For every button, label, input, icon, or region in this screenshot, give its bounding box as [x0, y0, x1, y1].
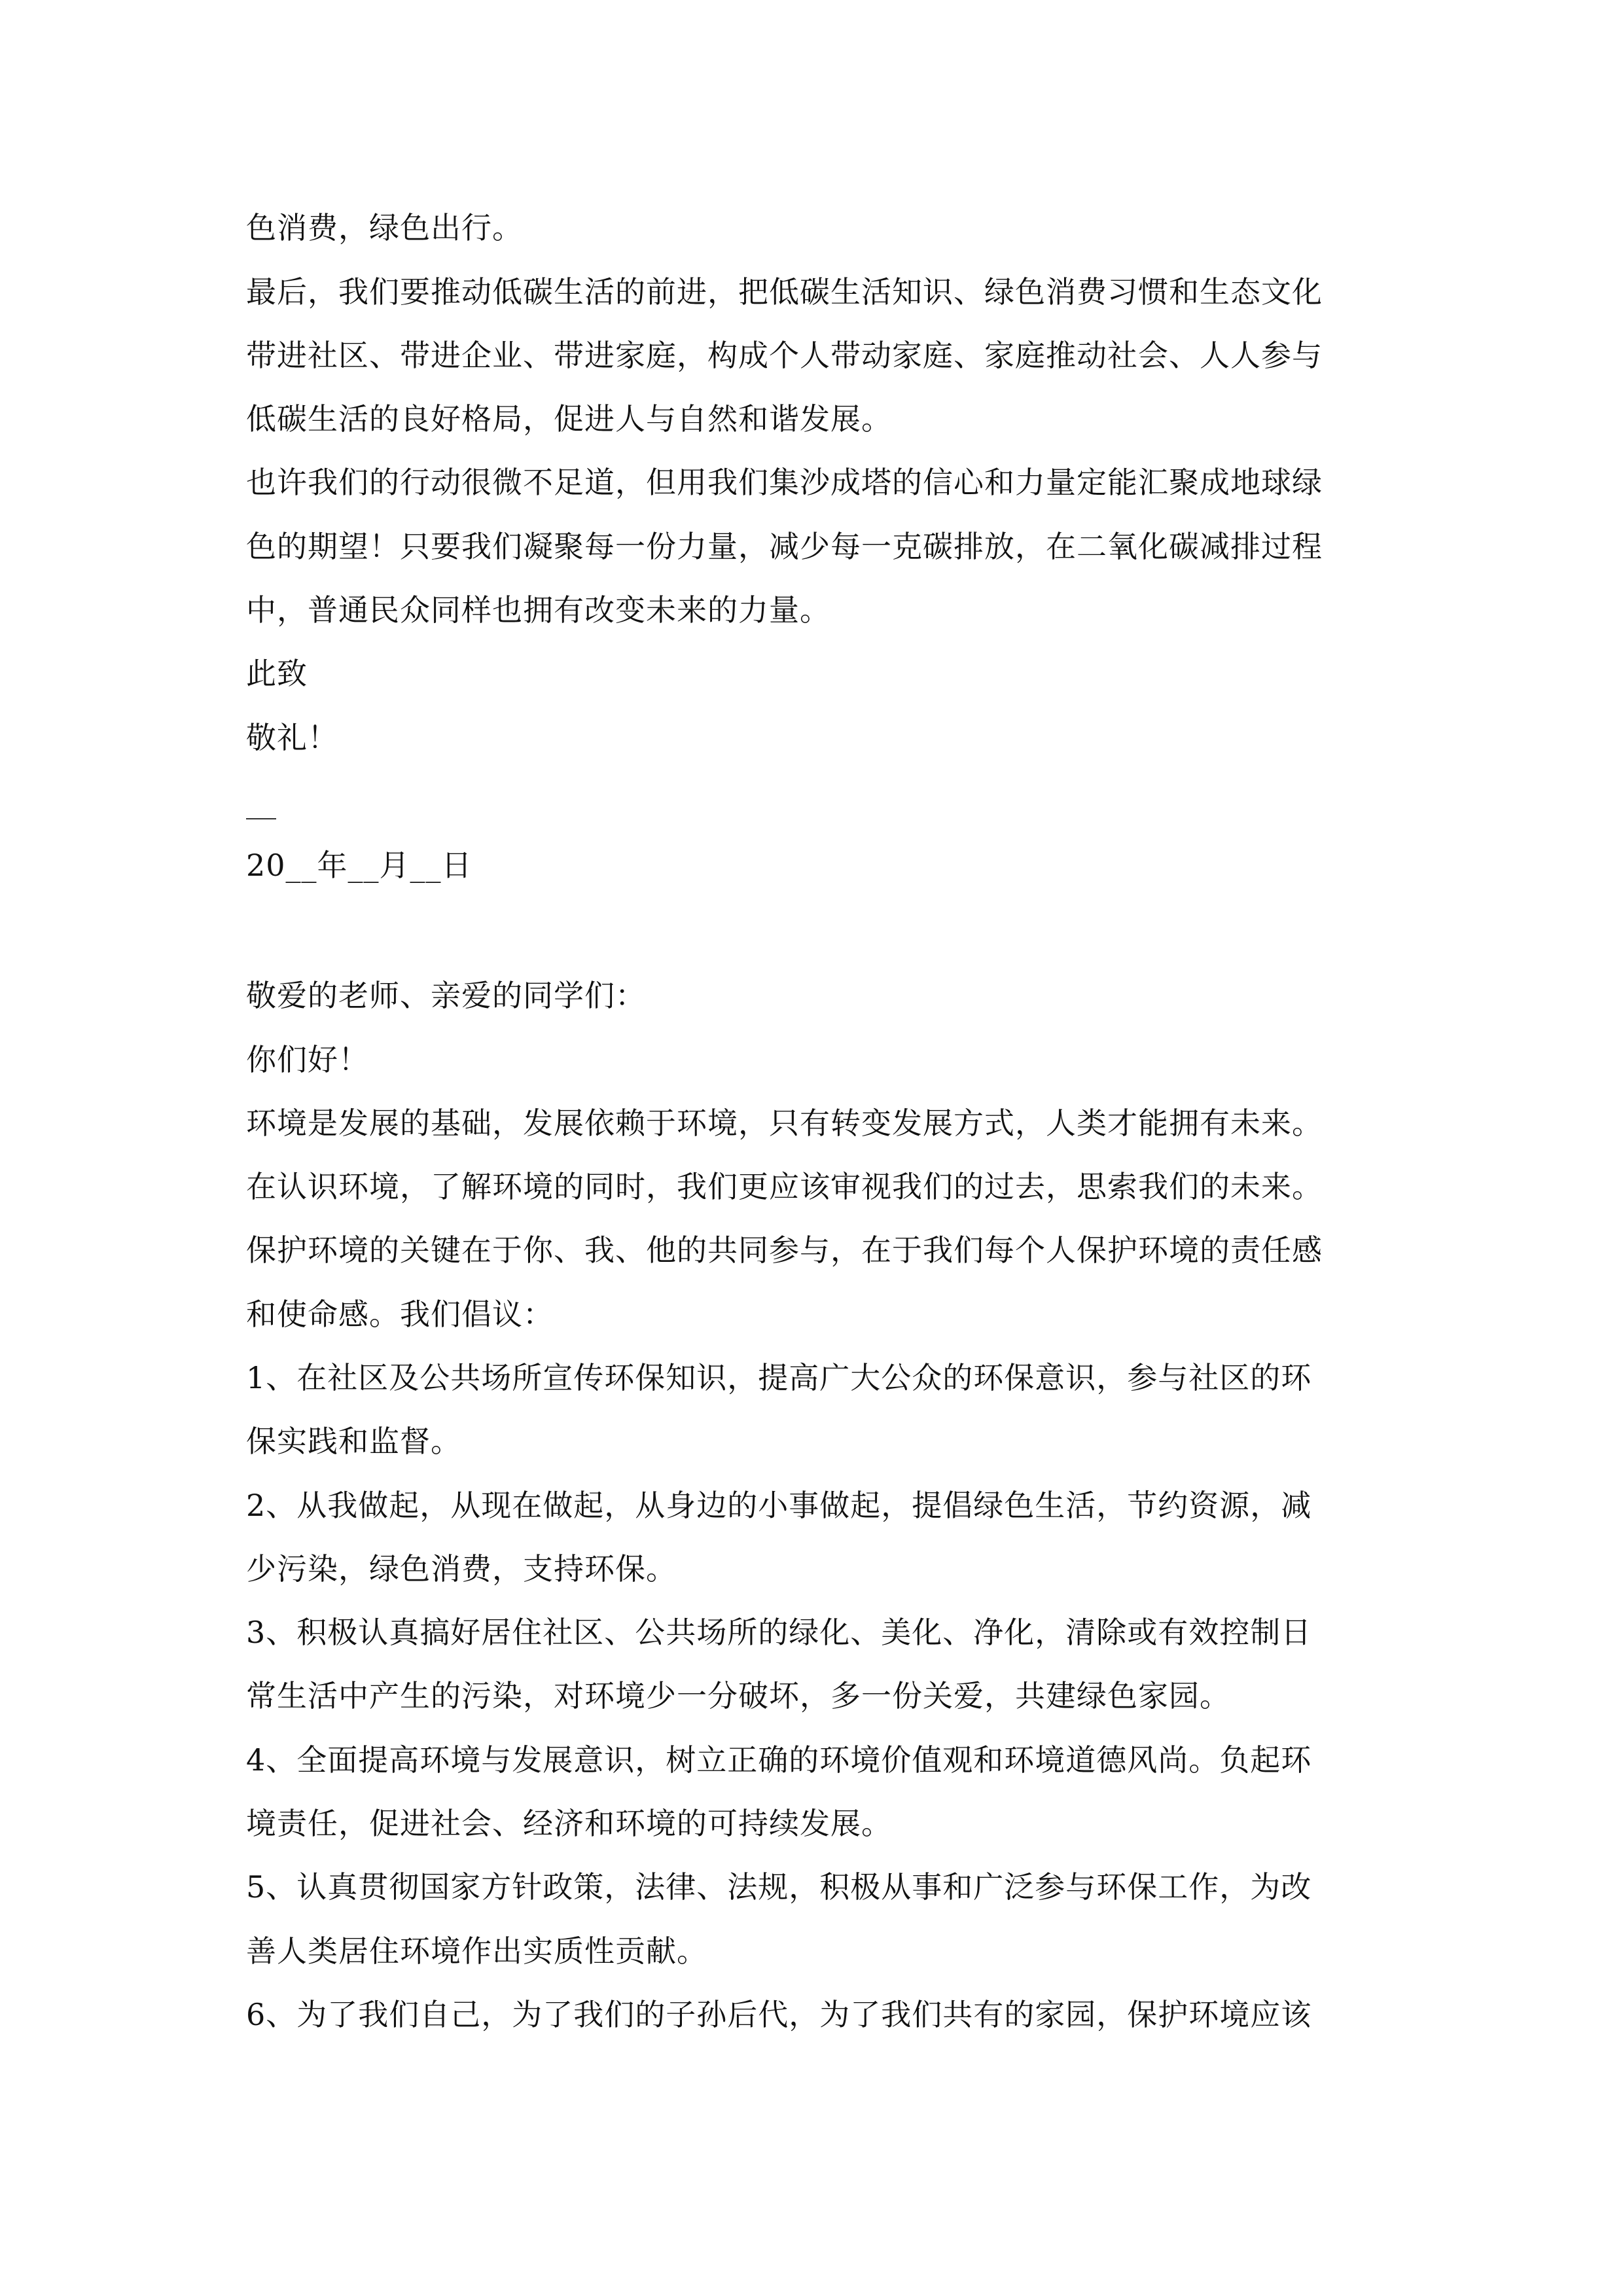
closing-salutation: 此致 — [246, 656, 308, 691]
letter-hello: 你们好！ — [246, 1042, 369, 1077]
paragraph-line: 最后，我们要推动低碳生活的前进，把低碳生活知识、绿色消费习惯和生态文化 — [246, 274, 1323, 310]
paragraph-line: 带进社区、带进企业、带进家庭，构成个人带动家庭、家庭推动社会、人人参与 — [246, 338, 1323, 373]
list-item-5-line: 5、认真贯彻国家方针政策，法律、法规，积极从事和广泛参与环保工作，为改 — [246, 1869, 1312, 1905]
list-item-3-line: 3、积极认真搞好居住社区、公共场所的绿化、美化、净化，清除或有效控制日 — [246, 1615, 1312, 1650]
letter-greeting: 敬爱的老师、亲爱的同学们： — [246, 978, 646, 1013]
list-item-2-line: 少污染，绿色消费，支持环保。 — [246, 1551, 677, 1587]
paragraph-line: 环境是发展的基础，发展依赖于环境，只有转变发展方式，人类才能拥有未来。 — [246, 1105, 1323, 1141]
paragraph-line: 低碳生活的良好格局，促进人与自然和谐发展。 — [246, 401, 892, 437]
list-item-4-line: 4、全面提高环境与发展意识，树立正确的环境价值观和环境道德风尚。负起环 — [246, 1742, 1312, 1778]
list-item-1-line: 1、在社区及公共场所宣传环保知识，提高广大公众的环保意识，参与社区的环 — [246, 1360, 1312, 1395]
list-item-3-line: 常生活中产生的污染，对环境少一分破坏，多一份关爱，共建绿色家园。 — [246, 1678, 1230, 1713]
list-item-1-line: 保实践和监督。 — [246, 1424, 461, 1459]
date-line: 20__年__月__日 — [246, 848, 473, 883]
signature-blank — [246, 818, 276, 819]
paragraph-line: 中，普通民众同样也拥有改变未来的力量。 — [246, 592, 830, 628]
paragraph-line: 在认识环境，了解环境的同时，我们更应该审视我们的过去，思索我们的未来。 — [246, 1169, 1323, 1204]
closing-regards: 敬礼！ — [246, 720, 338, 755]
paragraph-line: 也许我们的行动很微不足道，但用我们集沙成塔的信心和力量定能汇聚成地球绿 — [246, 465, 1323, 500]
list-item-6-line: 6、为了我们自己，为了我们的子孙后代，为了我们共有的家园，保护环境应该 — [246, 1997, 1312, 2032]
list-item-2-line: 2、从我做起，从现在做起，从身边的小事做起，提倡绿色生活，节约资源，减 — [246, 1488, 1312, 1523]
paragraph-line: 色的期望！只要我们凝聚每一份力量，减少每一克碳排放，在二氧化碳减排过程 — [246, 529, 1323, 564]
paragraph-line: 和使命感。我们倡议： — [246, 1297, 554, 1332]
list-item-5-line: 善人类居住环境作出实质性贡献。 — [246, 1933, 707, 1969]
list-item-4-line: 境责任，促进社会、经济和环境的可持续发展。 — [246, 1806, 892, 1841]
paragraph-line: 色消费，绿色出行。 — [246, 210, 523, 245]
paragraph-line: 保护环境的关键在于你、我、他的共同参与，在于我们每个人保护环境的责任感 — [246, 1232, 1323, 1268]
